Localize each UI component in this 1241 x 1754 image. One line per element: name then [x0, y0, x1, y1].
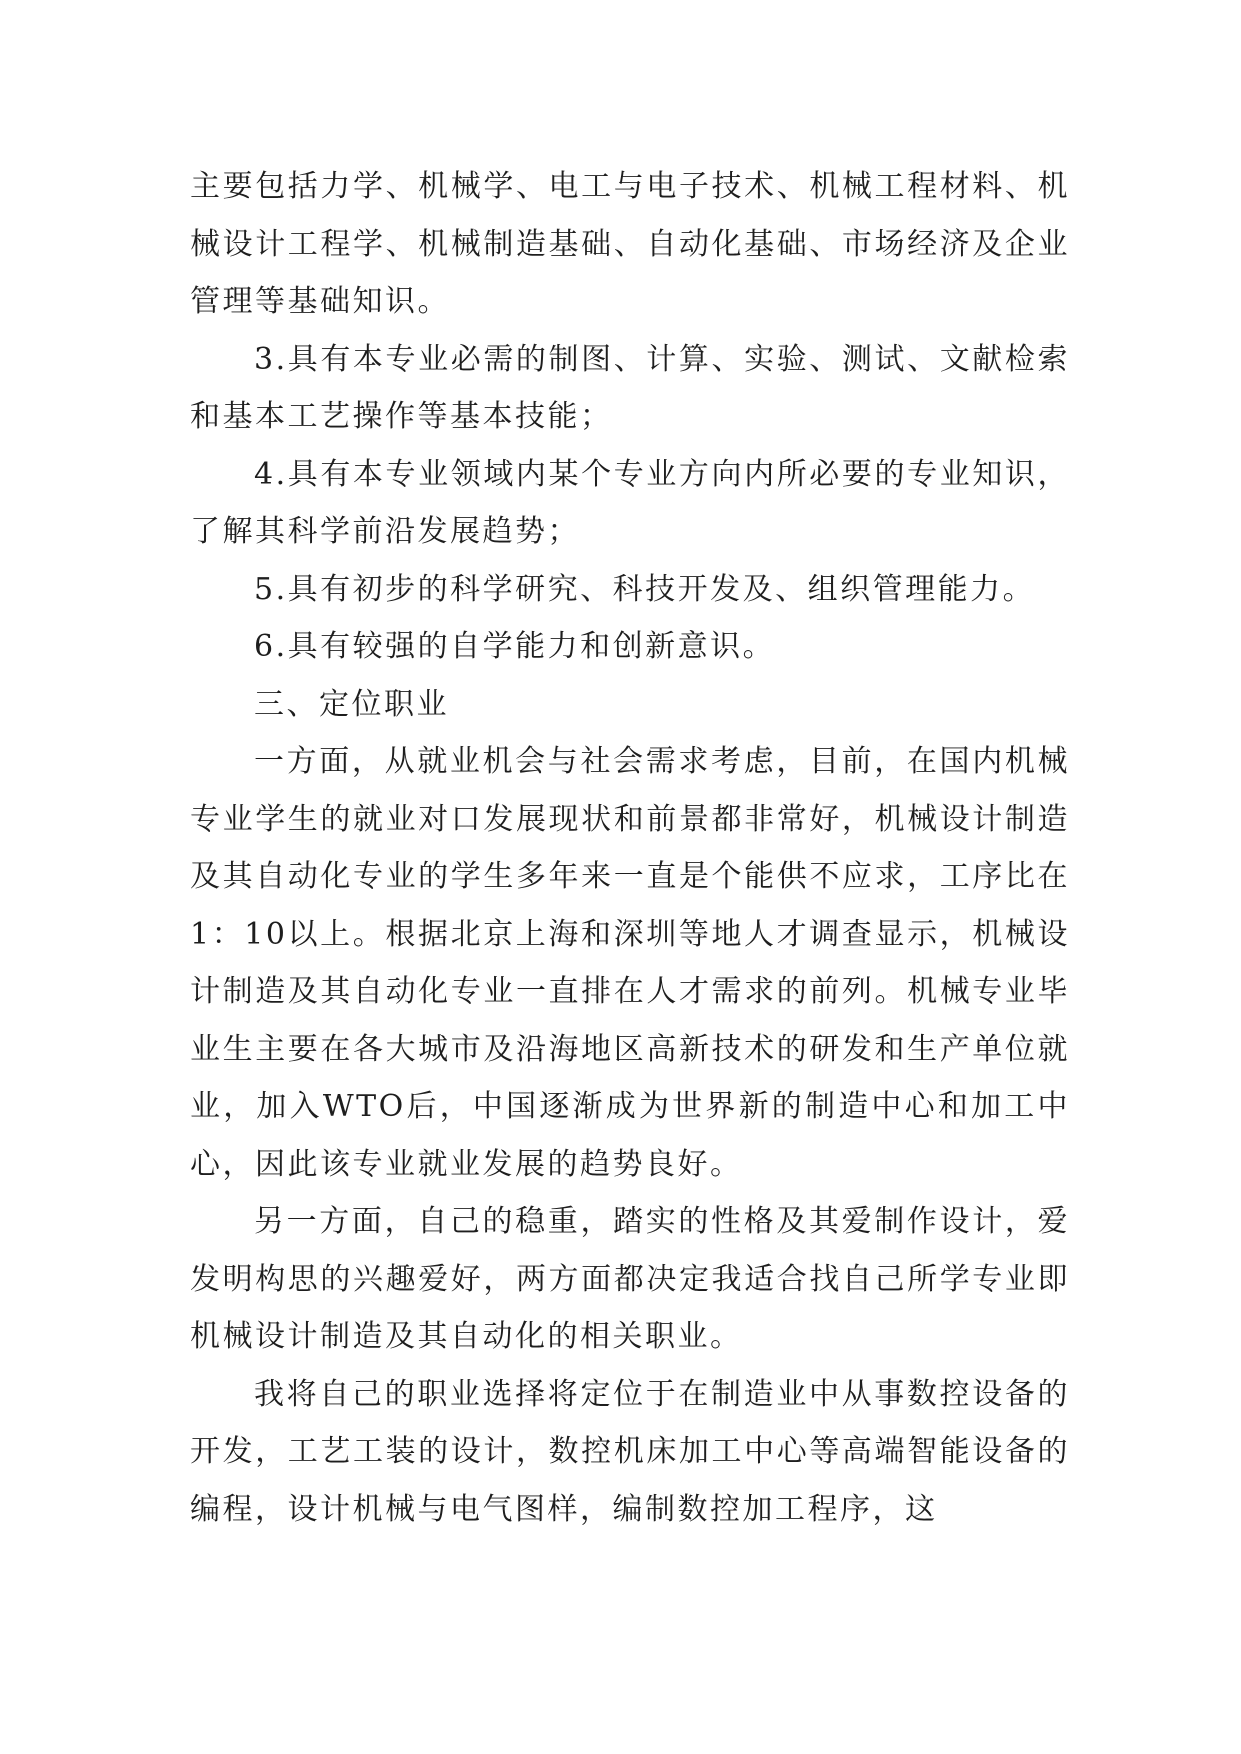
- paragraph-4: 5.具有初步的科学研究、科技开发及、组织管理能力。: [254, 571, 1036, 607]
- paragraph-3: 4.具有本专业领域内某个专业方向内所必要的专业知识，了解其科学前沿发展趋势；: [190, 456, 1070, 549]
- paragraph-7: 一方面，从就业机会与社会需求考虑，目前，在国内机械专业学生的就业对口发展现状和前景都非常好，机械设计制造及其自动化专业的学生多年来一直是个能供不应求，工序比在1：10以上。根据北京上海和深圳等地人才调查显示，机械设计制造及其自动化专业一直排在人才需求的前列。机械专业毕业生主要在各大城市及沿海地区高新技术的研发和生产单位就业，加入WTO后，中国逐渐成为世界新的制造中心和加工中心，因此该专业就业发展的趋势良好。: [190, 744, 1070, 1182]
- paragraph-5: 6.具有较强的自学能力和创新意识。: [254, 629, 776, 664]
- paragraph-9: 我将自己的职业选择将定位于在制造业中从事数控设备的开发，工艺工装的设计，数控机床加工中心等高端智能设备的编程，设计机械与电气图样，编制数控加工程序，这: [190, 1376, 1070, 1527]
- paragraph-1: 主要包括力学、机械学、电工与电子技术、机械工程材料、机械设计工程学、机械制造基础、自动化基础、市场经济及企业管理等基础知识。: [190, 169, 1070, 319]
- body-text: [190, 158, 1070, 1538]
- paragraph-8: 另一方面，自己的稳重，踏实的性格及其爱制作设计，爱发明构思的兴趣爱好，两方面都决定我适合找自己所学专业即机械设计制造及其自动化的相关职业。: [190, 1204, 1070, 1354]
- paragraph-2: 3.具有本专业必需的制图、计算、实验、测试、文献检索和基本工艺操作等基本技能；: [190, 341, 1070, 434]
- section-heading: 三、定位职业: [254, 686, 449, 722]
